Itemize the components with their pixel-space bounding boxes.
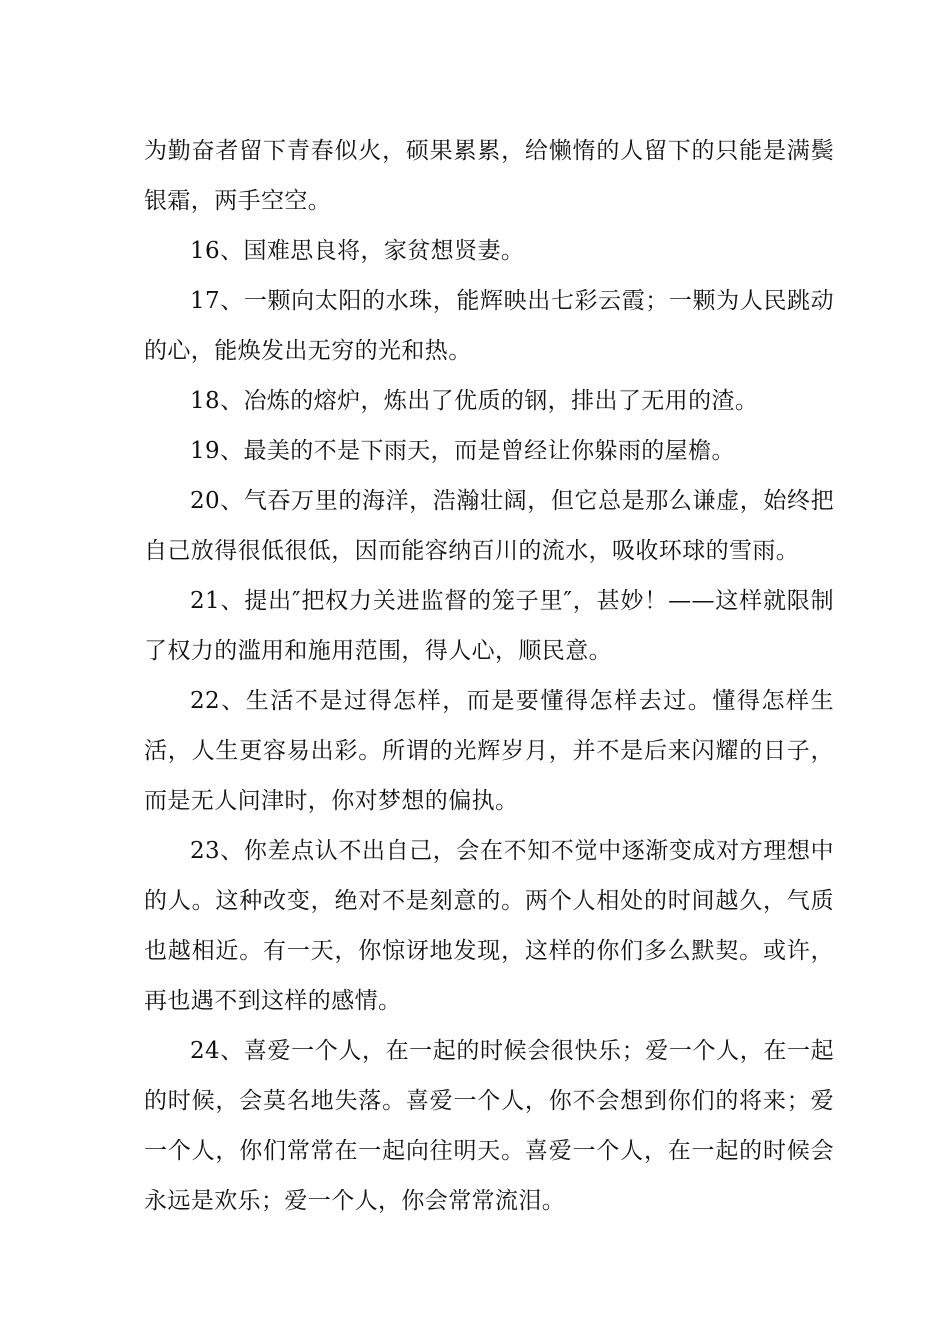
document-body — [144, 126, 834, 1226]
paragraph-19: 19、最美的不是下雨天，而是曾经让你躲雨的屋檐。 — [190, 438, 735, 464]
paragraph-16: 16、国难思良将，家贫想贤妻。 — [190, 238, 525, 264]
paragraph-20: 20、气吞万里的海洋，浩瀚壮阔，但它总是那么谦虚，始终把自己放得很低很低，因而能容纳百川的流水，吸收环球的雪雨。 — [144, 488, 834, 564]
paragraph-23: 23、你差点认不出自己，会在不知不觉中逐渐变成对方理想中的人。这种改变，绝对不是刻意的。两个人相处的时间越久，气质也越相近。有一天，你惊讶地发现，这样的你们多么默契。或许，再也遇不到这样的感情。 — [144, 838, 834, 1014]
paragraph-21: 21、提出″把权力关进监督的笼子里″，甚妙！——这样就限制了权力的滥用和施用范围，得人心，顺民意。 — [144, 588, 834, 664]
paragraph-continued: 为勤奋者留下青春似火，硕果累累，给懒惰的人留下的只能是满鬓银霜，两手空空。 — [144, 138, 834, 214]
paragraph-18: 18、冶炼的熔炉，炼出了优质的钢，排出了无用的渣。 — [190, 388, 759, 414]
paragraph-17: 17、一颗向太阳的水珠，能辉映出七彩云霞；一颗为人民跳动的心，能焕发出无穷的光和热。 — [144, 288, 834, 364]
paragraph-24: 24、喜爱一个人，在一起的时候会很快乐；爱一个人，在一起的时候，会莫名地失落。喜爱一个人，你不会想到你们的将来；爱一个人，你们常常在一起向往明天。喜爱一个人，在一起的时候会永远是欢乐；爱一个人，你会常常流泪。 — [144, 1038, 834, 1214]
paragraph-22: 22、生活不是过得怎样，而是要懂得怎样去过。懂得怎样生活，人生更容易出彩。所谓的光辉岁月，并不是后来闪耀的日子，而是无人问津时，你对梦想的偏执。 — [144, 688, 834, 814]
